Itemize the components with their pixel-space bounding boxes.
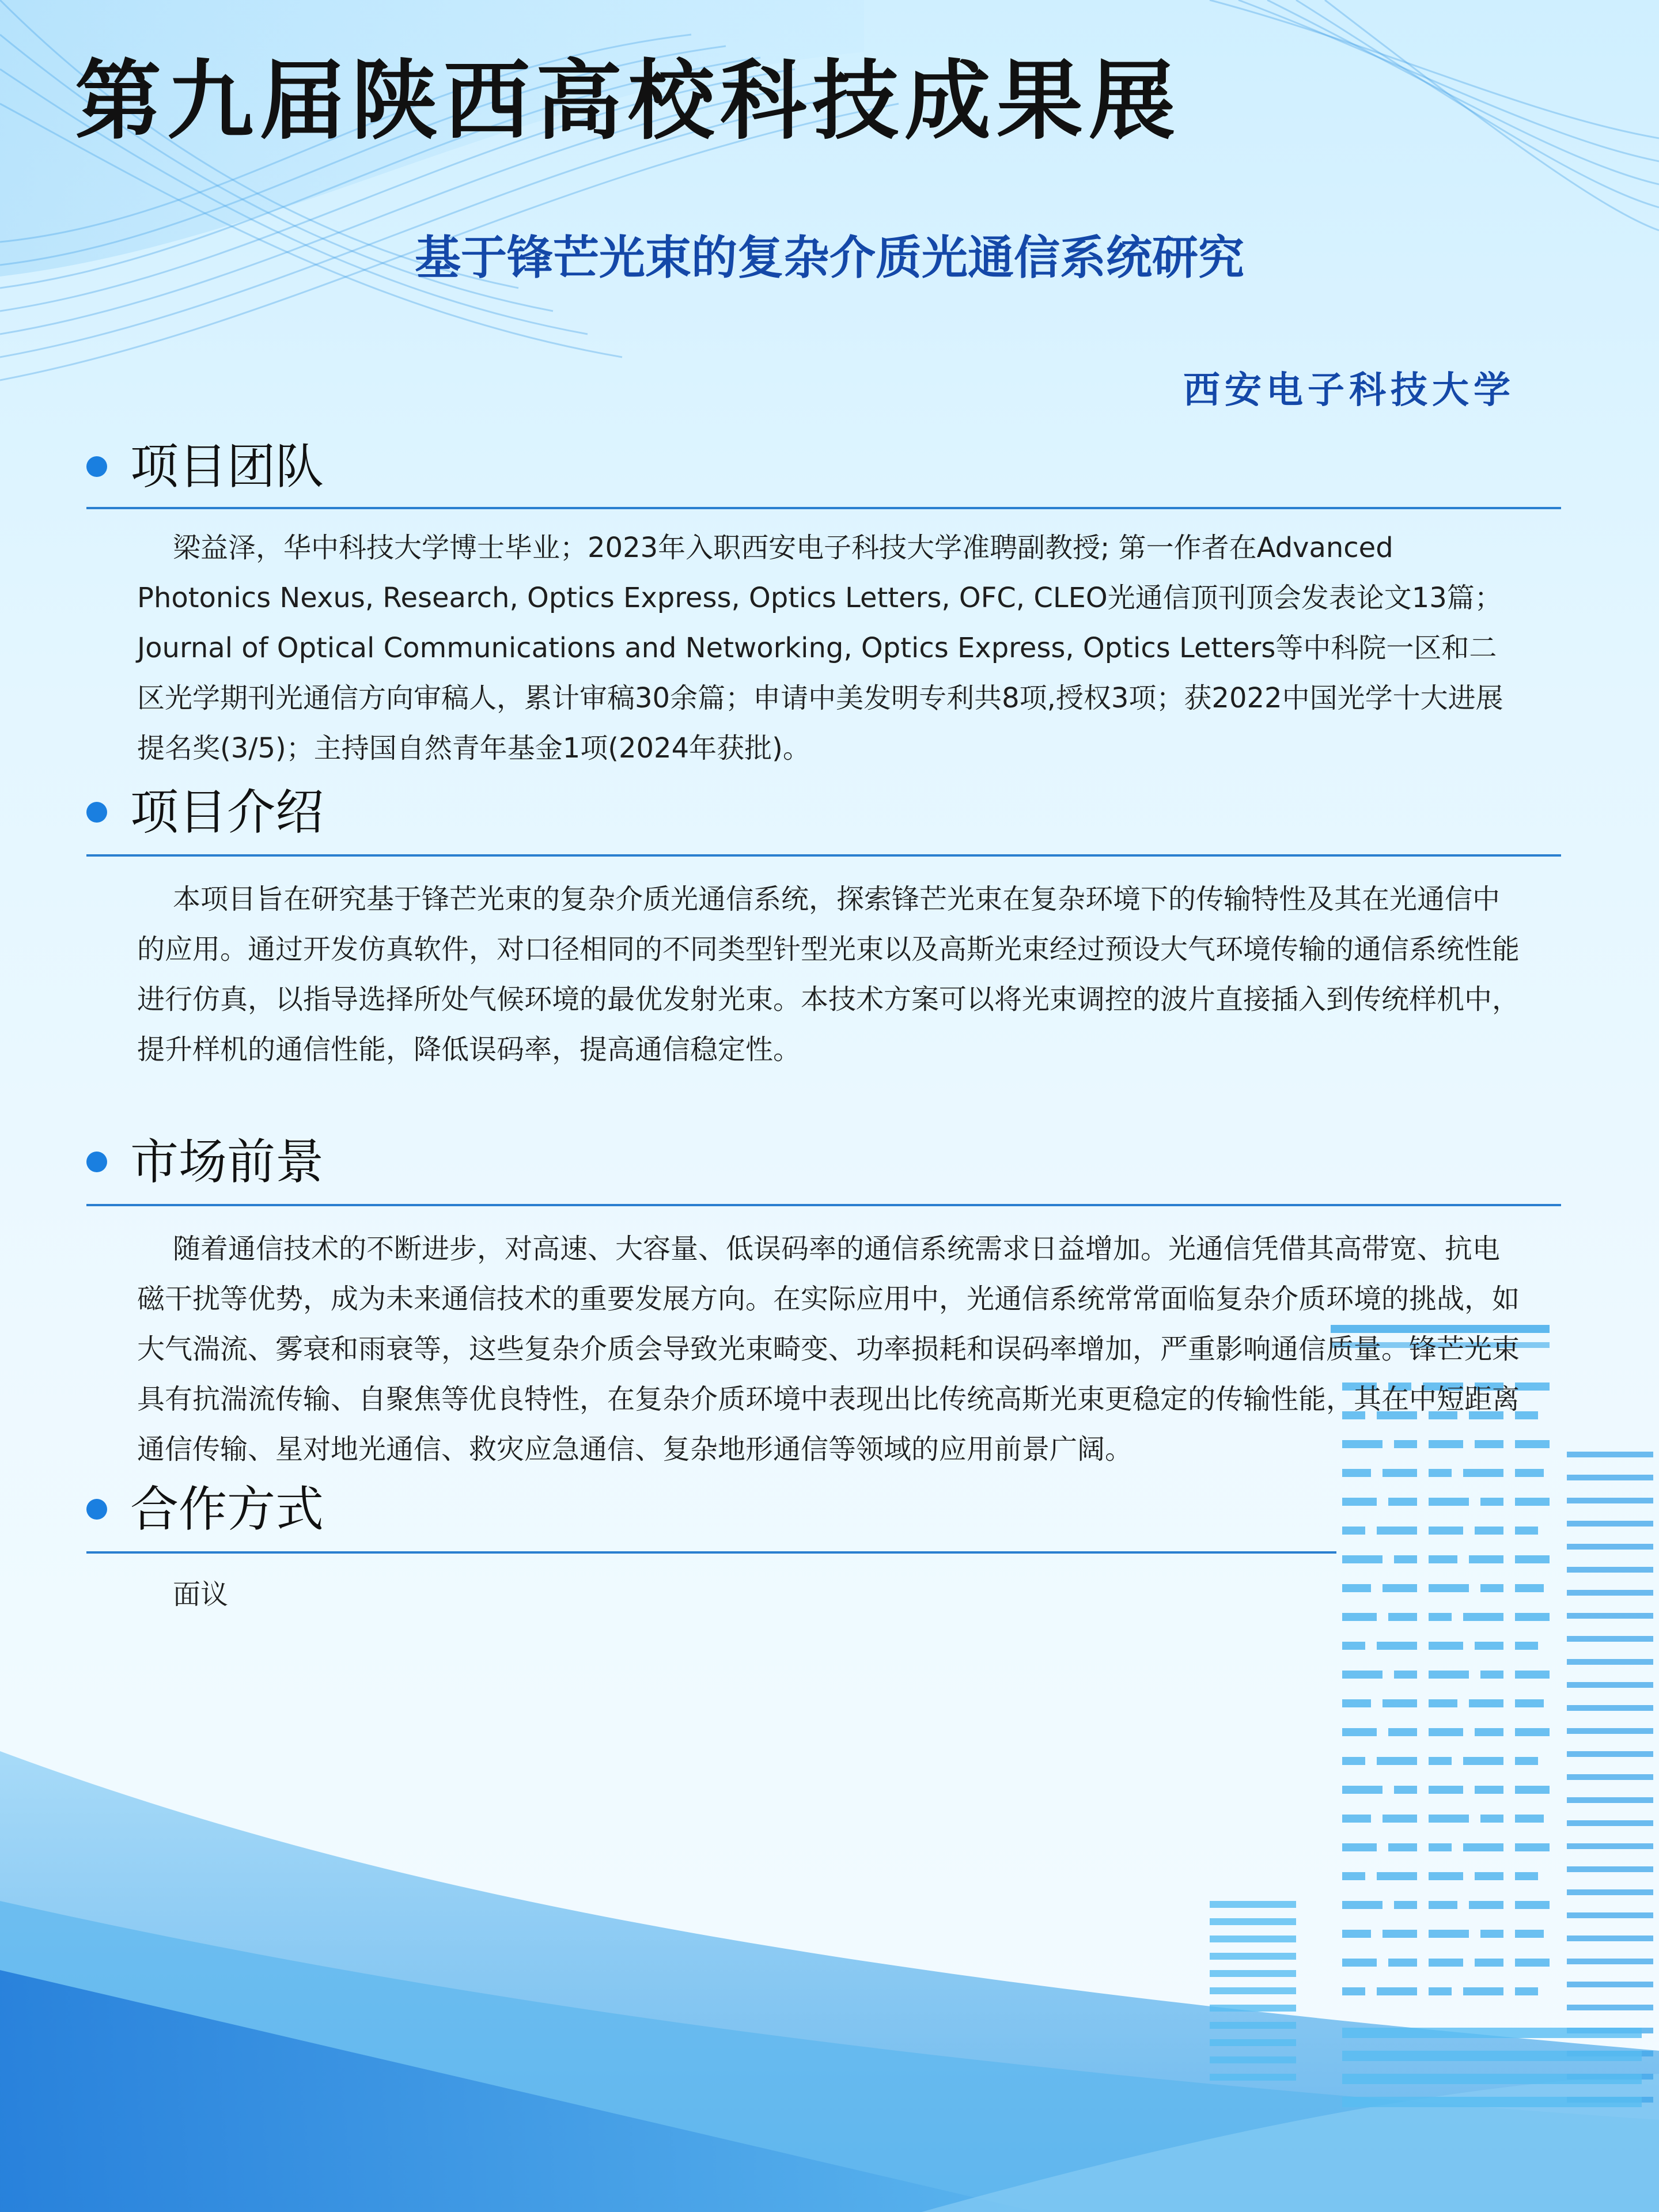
project-title: 基于锋芒光束的复杂介质光通信系统研究: [415, 231, 1244, 285]
section-divider: [86, 1551, 1336, 1554]
section-title: 市场前景: [130, 1133, 324, 1190]
section-heading-team: [86, 432, 324, 501]
section-divider: [86, 507, 1561, 509]
exhibition-title: 第九届陕西高校科技成果展: [75, 50, 1181, 151]
section-heading-intro: [86, 778, 324, 847]
bullet-icon: [86, 1499, 107, 1520]
university-name: 西安电子科技大学: [1183, 369, 1515, 412]
section-divider: [86, 1204, 1561, 1206]
section-body-market: 随着通信技术的不断进步，对高速、大容量、低误码率的通信系统需求日益增加。光通信凭借其高带宽、抗电磁干扰等优势，成为未来通信技术的重要发展方向。在实际应用中，光通信系统常常面临复杂介质环境的挑战，如大气湍流、雾衰和雨衰等，这些复杂介质会导致光束畸变、功率损耗和误码率增加，严重影响通信质量。锋芒光束具有抗湍流传输、自聚焦等优良特性，在复杂介质环境中表现出比传统高斯光束更稳定的传输性能，其在中短距离通信传输、星对地光通信、救灾应急通信、复杂地形通信等领域的应用前景广阔。: [137, 1233, 1520, 1465]
section-heading-market: [86, 1127, 324, 1196]
section-body-team: 梁益泽，华中科技大学博士毕业；2023年入职西安电子科技大学准聘副教授; 第一作者在Advanced Photonics Nexus, Research, Optics Express, Optics Letters, OFC, CLEO光通信顶刊顶会发表论文13篇；Journal of Optical Communications and Networking, Optics Express, Optics Letters等中科院一区和二区光学期刊光通信方向审稿人，累计审稿30余篇；申请中美发明专利共8项,授权3项；获2022中国光学十大进展提名奖(3/5)；主持国自然青年基金1项(2024年获批)。: [137, 532, 1503, 764]
section-heading-cooperation: [86, 1475, 324, 1544]
top-right-wave: [1210, 0, 1659, 230]
section-title: 项目团队: [130, 438, 324, 495]
section-title: 合作方式: [130, 1480, 324, 1537]
section-body-intro: 本项目旨在研究基于锋芒光束的复杂介质光通信系统，探索锋芒光束在复杂环境下的传输特性及其在光通信中的应用。通过开发仿真软件，对口径相同的不同类型针型光束以及高斯光束经过预设大气环境传输的通信系统性能进行仿真，以指导选择所处气候环境的最优发射光束。本技术方案可以将光束调控的波片直接插入到传统样机中，提升样机的通信性能，降低误码率，提高通信稳定性。: [137, 883, 1520, 1066]
section-divider: [86, 854, 1561, 857]
bullet-icon: [86, 456, 107, 477]
bullet-icon: [86, 1152, 107, 1172]
bullet-icon: [86, 802, 107, 823]
section-body-cooperation: 面议: [173, 1578, 229, 1611]
section-title: 项目介绍: [130, 783, 324, 840]
